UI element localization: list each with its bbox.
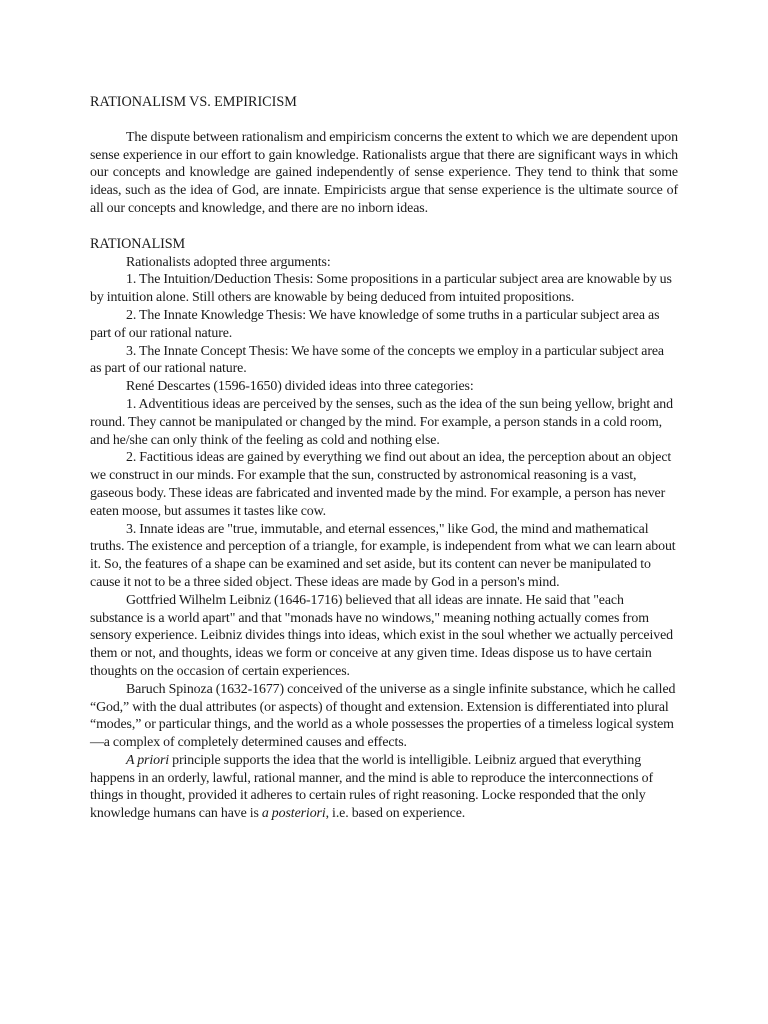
- paragraph: 3. The Innate Concept Thesis: We have some of the concepts we employ in a particular subject area as part of our rational nature.: [90, 343, 664, 377]
- paragraph-text: principle supports the idea that the world is intelligible. Leibniz argued that everything happens in an orderly, lawful, rational manner, and the mind is able to reproduce the interconnections of things in thought, provided it adheres to certain rules of right reasoning. Locke responded that the only knowledge humans can have is: [90, 752, 653, 822]
- paragraph: 1. Adventitious ideas are perceived by the senses, such as the idea of the sun being yellow, bright and round. They cannot be manipulated or changed by the mind. For example, a person stands in a cold room, and he/she can only think of the feeling as cold and nothing else.: [90, 396, 673, 448]
- paragraph: 1. The Intuition/Deduction Thesis: Some propositions in a particular subject area are knowable by us by intuition alone. Still others are knowable by being deduced from intuited propositions.: [90, 272, 672, 306]
- paragraph-text: , i.e. based on experience.: [325, 806, 466, 822]
- paragraph: René Descartes (1596-1650) divided ideas into three categories:: [126, 379, 474, 395]
- paragraph-a-priori: [90, 752, 678, 823]
- italic-term-a-posteriori: a posteriori: [261, 806, 326, 822]
- paragraph: 3. Innate ideas are "true, immutable, and eternal essences," like God, the mind and mathematical truths. The existence and perception of a triangle, for example, is independent from what we can learn about it. So, the features of a shape can be examined and set aside, but its content can never be manipulated to cause it not to be a three sided object. These ideas are made by God in a person's mind.: [90, 521, 676, 590]
- document-title: RATIONALISM VS. EMPIRICISM: [90, 94, 297, 110]
- document-page: [90, 94, 678, 823]
- paragraph: Gottfried Wilhelm Leibniz (1646-1716) believed that all ideas are innate. He said that "each substance is a world apart" and that "monads have no windows," meaning nothing actually comes from sensory experience. Leibniz divides things into ideas, which exist in the soul whether we actually perceived them or not, and thoughts, ideas we form or conceive at any given time. Ideas dispose us to have certain thoughts on the occasion of certain experiences.: [90, 592, 673, 679]
- paragraph: Rationalists adopted three arguments:: [126, 254, 331, 270]
- section-heading-rationalism: RATIONALISM: [90, 235, 186, 252]
- italic-term-a-priori: A priori: [126, 752, 170, 768]
- intro-paragraph: The dispute between rationalism and empiricism concerns the extent to which we are dependent upon sense experience in our effort to gain knowledge. Rationalists argue that there are significant ways in which our concepts and knowledge are gained independently of sense experience. They tend to think that some ideas, such as the idea of God, are innate. Empiricists argue that sense experience is the ultimate source of all our concepts and knowledge, and there are no inborn ideas.: [90, 129, 678, 216]
- paragraph: 2. The Innate Knowledge Thesis: We have knowledge of some truths in a particular subject area as part of our rational nature.: [90, 307, 660, 341]
- paragraph: Baruch Spinoza (1632-1677) conceived of the universe as a single infinite substance, which he called “God,” with the dual attributes (or aspects) of thought and extension. Extension is differentiated into plural “modes,” or particular things, and the world as a whole possesses the properties of a timeless logical system—a complex of completely determined causes and effects.: [90, 681, 676, 751]
- paragraph: 2. Factitious ideas are gained by everything we find out about an idea, the perception about an object we construct in our minds. For example that the sun, constructed by astronomical reasoning is a vast, gaseous body. These ideas are fabricated and invented made by the mind. For example, a person has never eaten moose, but assumes it tastes like cow.: [90, 450, 672, 519]
